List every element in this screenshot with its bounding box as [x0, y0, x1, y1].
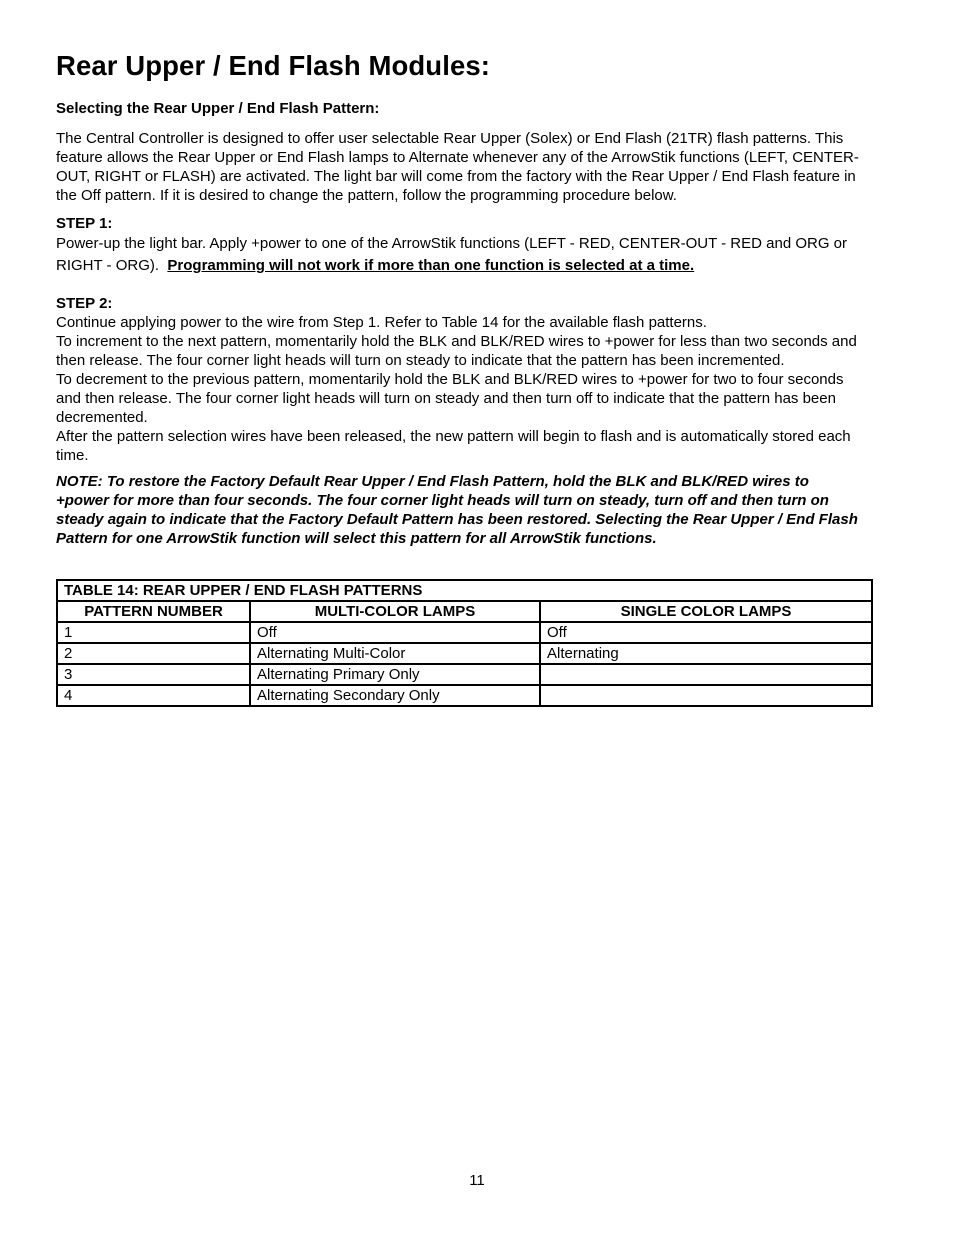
pattern-number-cell: 2 — [57, 643, 250, 664]
step-1-line: Power-up the light bar. Apply +power to one of the ArrowStik functions (LEFT - RED, CENTER-OUT - RED and ORG or — [56, 235, 848, 252]
table-title-row — [57, 580, 872, 601]
step-2-line: After the pattern selection wires have been released, the new pattern will begin to flash and is automatically stored each — [56, 428, 851, 445]
step-2-line: Continue applying power to the wire from Step 1. Refer to Table 14 for the available flash patterns. — [56, 314, 707, 331]
single-color-cell: Off — [540, 622, 872, 643]
step-1-section — [56, 214, 898, 275]
multi-color-cell: Alternating Secondary Only — [250, 685, 540, 706]
step-1-line — [56, 256, 898, 275]
column-header-pattern-number: PATTERN NUMBER — [57, 601, 250, 622]
pattern-number-cell: 3 — [57, 664, 250, 685]
step-2-line: To decrement to the previous pattern, momentarily hold the BLK and BLK/RED wires to +power for two to four seconds — [56, 371, 844, 388]
table-row — [57, 685, 872, 706]
step-1-text: RIGHT - ORG). — [56, 257, 160, 274]
single-color-cell: Alternating — [540, 643, 872, 664]
note-line: Pattern for one ArrowStik function will select this pattern for all ArrowStik functions. — [56, 530, 657, 547]
single-color-cell — [540, 685, 872, 706]
page-title: Rear Upper / End Flash Modules: — [56, 50, 490, 81]
note-line: steady again to indicate that the Factory Default Pattern has been restored. Selecting the Rear Upper / End Flash — [56, 511, 858, 528]
table-row — [57, 664, 872, 685]
note-line: NOTE: To restore the Factory Default Rear Upper / End Flash Pattern, hold the BLK and BLK/RED wires to — [56, 473, 809, 490]
table-row — [57, 643, 872, 664]
table-header-row — [57, 601, 872, 622]
column-header-single-color: SINGLE COLOR LAMPS — [540, 601, 872, 622]
step-2-line: To increment to the next pattern, momentarily hold the BLK and BLK/RED wires to +power for less than two seconds and — [56, 333, 857, 350]
page-number: 11 — [469, 1172, 485, 1189]
step-2-line: then release. The four corner light heads will turn on steady to indicate that the pattern has been incremented. — [56, 352, 785, 369]
step-1-warning: Programming will not work if more than one function is selected at a time. — [167, 257, 695, 274]
step-2-line: decremented. — [56, 409, 148, 426]
pattern-number-cell: 4 — [57, 685, 250, 706]
intro-paragraph — [56, 129, 898, 205]
column-header-multi-color: MULTI-COLOR LAMPS — [250, 601, 540, 622]
intro-line: the Off pattern. If it is desired to change the pattern, follow the programming procedure below. — [56, 187, 677, 204]
intro-line: OUT, RIGHT or FLASH) are activated. The light bar will come from the factory with the Rear Upper / End Flash feature in — [56, 168, 856, 185]
intro-line: feature allows the Rear Upper or End Flash lamps to Alternate whenever any of the ArrowStik functions (LEFT, CENTER- — [56, 149, 859, 166]
restore-default-note — [56, 472, 898, 548]
multi-color-cell: Alternating Multi-Color — [250, 643, 540, 664]
single-color-cell — [540, 664, 872, 685]
note-line: +power for more than four seconds. The four corner light heads will turn on steady, turn off and then turn on — [56, 492, 829, 509]
flash-patterns-table — [56, 579, 873, 707]
section-heading: Selecting the Rear Upper / End Flash Pattern: — [56, 100, 380, 117]
table-row — [57, 622, 872, 643]
multi-color-cell: Alternating Primary Only — [250, 664, 540, 685]
pattern-number-cell: 1 — [57, 622, 250, 643]
step-2-section — [56, 294, 898, 465]
step-2-line: time. — [56, 447, 89, 464]
multi-color-cell: Off — [250, 622, 540, 643]
step-2-line: and then release. The four corner light heads will turn on steady and then turn off to indicate that the pattern has been — [56, 390, 836, 407]
table-title: TABLE 14: REAR UPPER / END FLASH PATTERNS — [57, 580, 872, 601]
step-2-label: STEP 2: — [56, 295, 113, 312]
step-1-label: STEP 1: — [56, 215, 113, 232]
intro-line: The Central Controller is designed to offer user selectable Rear Upper (Solex) or End Flash (21TR) flash patterns. This — [56, 130, 844, 147]
